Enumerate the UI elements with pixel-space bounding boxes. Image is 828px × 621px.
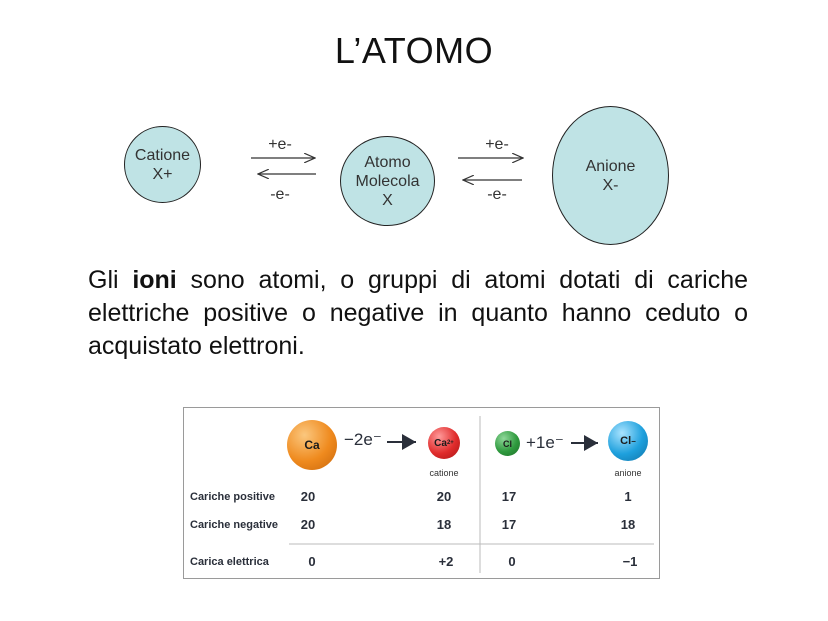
lose-electron-label-right: -e- (487, 186, 507, 203)
cation-caption: catione (429, 468, 459, 478)
cation-symbol: X+ (152, 165, 173, 183)
paragraph-start: Gli (88, 266, 133, 294)
calcium-ion-charge: 2+ (446, 440, 454, 446)
calcium-electron-loss: −2e⁻ (344, 430, 382, 449)
paragraph-rest: sono atomi, o gruppi di atomi dotati di cariche elettriche positive o negative in quanto hanno ceduto o acquistato elettroni. (88, 266, 749, 360)
gain-electron-label-right: +e- (485, 136, 509, 153)
row-label-negative: Cariche negative (190, 519, 279, 531)
calcium-ion (428, 427, 460, 459)
chlorine-electron-gain: +1e⁻ (526, 433, 564, 452)
cell: 18 (436, 517, 452, 532)
cation-label: Catione (134, 146, 191, 164)
chlorine-symbol: Cl (503, 438, 512, 449)
anion-caption: anione (614, 468, 642, 478)
calcium-ion-symbol: Ca (434, 437, 447, 449)
anion-label: Anione (585, 157, 636, 175)
molecule-label: Molecola (355, 172, 420, 190)
definition-paragraph (88, 264, 748, 363)
chloride-ion-symbol: Cl (620, 435, 632, 447)
cell: 0 (508, 554, 516, 569)
chloride-ion-charge: − (631, 436, 636, 446)
lose-electron-label-left: -e- (270, 186, 290, 203)
cell: 20 (300, 517, 316, 532)
cell: 17 (501, 517, 517, 532)
row-label-positive: Cariche positive (190, 491, 275, 503)
chlorine-atom (495, 431, 520, 456)
gain-electron-label-left: +e- (268, 136, 292, 153)
anion-symbol: X- (602, 176, 619, 194)
page-title: L’ATOMO (334, 30, 494, 71)
cell: 20 (300, 489, 316, 504)
ions-keyword: ioni (132, 266, 177, 294)
atom-label: Atomo (364, 153, 411, 171)
cell: 1 (624, 489, 632, 504)
cell: +2 (438, 554, 454, 569)
atom-symbol: X (382, 191, 393, 209)
row-label-charge: Carica elettrica (190, 556, 269, 568)
cell: −1 (622, 554, 638, 569)
cell: 18 (620, 517, 636, 532)
cell: 0 (308, 554, 316, 569)
cell: 20 (436, 489, 452, 504)
cell: 17 (501, 489, 517, 504)
chloride-ion (608, 421, 648, 461)
ion-charge-table (183, 407, 660, 579)
calcium-symbol: Ca (304, 438, 320, 452)
calcium-atom (287, 420, 337, 470)
